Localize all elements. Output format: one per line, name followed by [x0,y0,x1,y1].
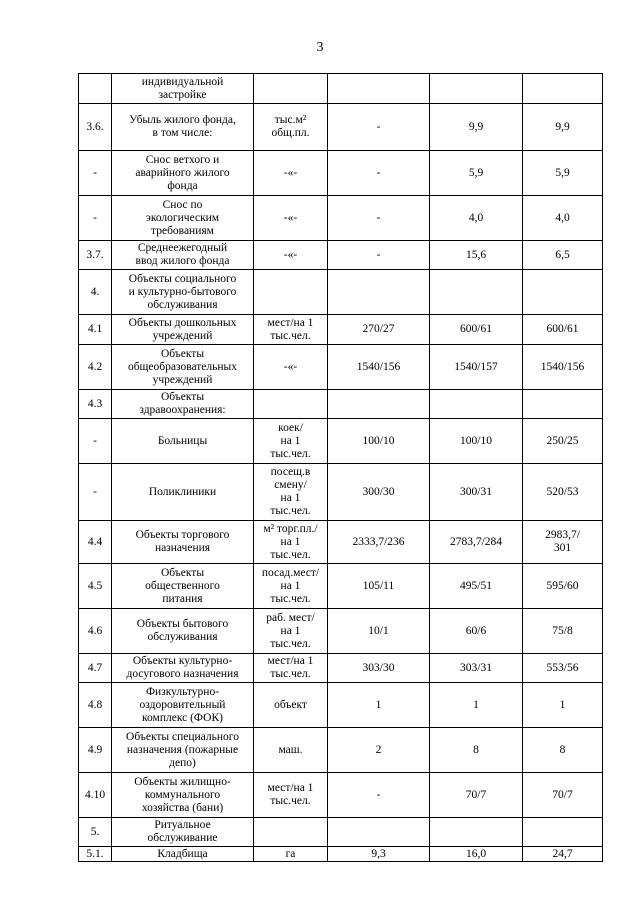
table-row [79,654,603,683]
unit-cell [254,270,328,315]
indicator-name: Объекты социального и культурно-бытового обслуживания [112,270,254,315]
table-row [79,74,603,104]
value-cell: 4,0 [523,196,603,241]
table-row [79,270,603,315]
table-row [79,419,603,464]
value-cell: 70/7 [523,773,603,818]
row-number: - [79,151,112,196]
row-number: 4.2 [79,345,112,390]
value-cell: 60/6 [430,609,523,654]
value-cell: 15,6 [430,241,523,270]
indicator-name: Убыль жилого фонда, в том числе: [112,104,254,151]
value-cell: 1 [430,683,523,728]
unit-cell: -«- [254,196,328,241]
value-cell: 520/53 [523,464,603,521]
indicator-name: Снос ветхого и аварийного жилого фонда [112,151,254,196]
table-row [79,728,603,773]
table-row [79,315,603,345]
unit-cell: -«- [254,151,328,196]
row-number: 4.5 [79,564,112,609]
page-number: 3 [316,40,324,55]
value-cell [328,818,430,847]
row-number: 4.8 [79,683,112,728]
value-cell: 6,5 [523,241,603,270]
row-number: 3.7. [79,241,112,270]
row-number: 4.6 [79,609,112,654]
value-cell: 100/10 [430,419,523,464]
indicator-name: Среднеежегодный ввод жилого фонда [112,241,254,270]
row-number [79,74,112,104]
value-cell: - [328,104,430,151]
value-cell: 1540/157 [430,345,523,390]
value-cell: 100/10 [328,419,430,464]
indicator-name: Кладбища [112,847,254,862]
value-cell [523,74,603,104]
table-row [79,241,603,270]
value-cell: 1540/156 [328,345,430,390]
value-cell: 595/60 [523,564,603,609]
value-cell: 2783,7/284 [430,521,523,564]
indicator-name: Объекты жилищно- коммунального хозяйства (бани) [112,773,254,818]
table-row [79,196,603,241]
table-row [79,151,603,196]
row-number: 3.6. [79,104,112,151]
row-number: - [79,196,112,241]
value-cell: 24,7 [523,847,603,862]
row-number: 4.4 [79,521,112,564]
value-cell: 553/56 [523,654,603,683]
unit-cell: мест/на 1 тыс.чел. [254,654,328,683]
value-cell: 300/31 [430,464,523,521]
row-number: 5. [79,818,112,847]
value-cell: - [328,196,430,241]
value-cell [430,390,523,419]
indicator-name: Объекты общеобразовательных учреждений [112,345,254,390]
indicator-name: Больницы [112,419,254,464]
row-number: - [79,464,112,521]
row-number: 4.10 [79,773,112,818]
row-number: 5.1. [79,847,112,862]
value-cell: - [328,773,430,818]
value-cell: 495/51 [430,564,523,609]
value-cell: 5,9 [523,151,603,196]
unit-cell: -«- [254,241,328,270]
indicators-table [78,73,603,862]
indicator-name: Объекты дошкольных учреждений [112,315,254,345]
table-row [79,818,603,847]
unit-cell: маш. [254,728,328,773]
value-cell: 9,9 [523,104,603,151]
unit-cell [254,390,328,419]
value-cell: 600/61 [430,315,523,345]
value-cell: 9,3 [328,847,430,862]
table-row [79,683,603,728]
value-cell [523,270,603,315]
indicator-name: Снос по экологическим требованиям [112,196,254,241]
table-row [79,521,603,564]
value-cell: 2333,7/236 [328,521,430,564]
unit-cell: мест/на 1 тыс.чел. [254,773,328,818]
indicator-name: Поликлиники [112,464,254,521]
value-cell [430,270,523,315]
value-cell: - [328,241,430,270]
indicator-name: Объекты культурно- досугового назначения [112,654,254,683]
value-cell: 1 [523,683,603,728]
value-cell: 300/30 [328,464,430,521]
indicator-name: Объекты специального назначения (пожарные депо) [112,728,254,773]
table-row [79,609,603,654]
value-cell: 303/31 [430,654,523,683]
value-cell: 105/11 [328,564,430,609]
unit-cell [254,818,328,847]
row-number: 4.9 [79,728,112,773]
row-number: 4. [79,270,112,315]
row-number: - [79,419,112,464]
value-cell: 10/1 [328,609,430,654]
table-row [79,564,603,609]
table-row [79,345,603,390]
unit-cell: раб. мест/ на 1 тыс.чел. [254,609,328,654]
value-cell: 8 [430,728,523,773]
unit-cell: посещ.в смену/ на 1 тыс.чел. [254,464,328,521]
value-cell: - [328,151,430,196]
value-cell: 16,0 [430,847,523,862]
value-cell: 250/25 [523,419,603,464]
table-row [79,390,603,419]
value-cell [430,74,523,104]
indicator-name: Объекты общественного питания [112,564,254,609]
unit-cell: -«- [254,345,328,390]
value-cell: 1540/156 [523,345,603,390]
table-row [79,464,603,521]
value-cell: 1 [328,683,430,728]
indicator-name: Объекты здравоохранения: [112,390,254,419]
indicator-name: индивидуальной застройке [112,74,254,104]
unit-cell: мест/на 1 тыс.чел. [254,315,328,345]
value-cell [328,390,430,419]
row-number: 4.7 [79,654,112,683]
value-cell [430,818,523,847]
table-row [79,773,603,818]
unit-cell: тыс.м² общ.пл. [254,104,328,151]
value-cell: 4,0 [430,196,523,241]
value-cell [523,390,603,419]
value-cell: 9,9 [430,104,523,151]
row-number: 4.1 [79,315,112,345]
value-cell: 5,9 [430,151,523,196]
unit-cell: га [254,847,328,862]
value-cell [328,270,430,315]
row-number: 4.3 [79,390,112,419]
unit-cell: посад.мест/ на 1 тыс.чел. [254,564,328,609]
indicator-name: Физкультурно- оздоровительный комплекс (ФОК) [112,683,254,728]
table-row [79,104,603,151]
value-cell [523,818,603,847]
unit-cell: коек/ на 1 тыс.чел. [254,419,328,464]
unit-cell: м² торг.пл./ на 1 тыс.чел. [254,521,328,564]
unit-cell [254,74,328,104]
unit-cell: объект [254,683,328,728]
value-cell: 75/8 [523,609,603,654]
value-cell: 70/7 [430,773,523,818]
indicator-name: Ритуальное обслуживание [112,818,254,847]
value-cell [328,74,430,104]
indicator-name: Объекты торгового назначения [112,521,254,564]
value-cell: 600/61 [523,315,603,345]
table-row [79,847,603,862]
value-cell: 303/30 [328,654,430,683]
value-cell: 2983,7/ 301 [523,521,603,564]
value-cell: 2 [328,728,430,773]
value-cell: 270/27 [328,315,430,345]
indicator-name: Объекты бытового обслуживания [112,609,254,654]
value-cell: 8 [523,728,603,773]
